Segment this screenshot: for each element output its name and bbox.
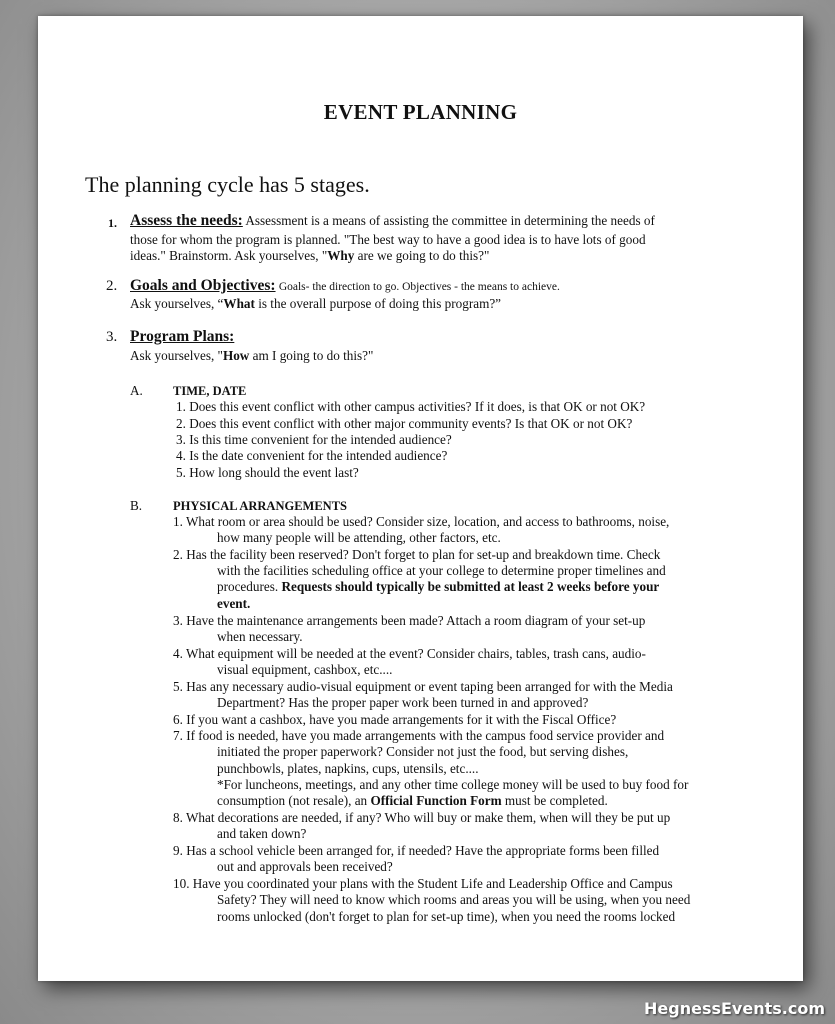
- section-2-line-1: [130, 278, 560, 295]
- document-title: EVENT PLANNING: [323, 100, 518, 124]
- section-1-text-1: Assessment is a means of assisting the committee in determining the needs of: [245, 213, 655, 228]
- list-item: 2. Does this event conflict with other major community events? Is that OK or not OK?: [176, 416, 633, 431]
- list-item: 6. If you want a cashbox, have you made arrangements for it with the Fiscal Office?: [173, 712, 617, 727]
- intro-heading: The planning cycle has 5 stages.: [85, 172, 370, 197]
- section-3-heading: Program Plans:: [130, 328, 235, 345]
- section-1-number: 1.: [108, 216, 117, 230]
- item-2-bold-note-end: event.: [217, 596, 251, 611]
- list-item-continued: Safety? They will need to know which rooms and areas you will be using, when you need: [217, 892, 691, 907]
- list-item: 9. Has a school vehicle been arranged for, if needed? Have the appropriate forms been filled: [173, 843, 660, 858]
- section-2-text-2a: Ask yourselves, “: [130, 296, 224, 311]
- list-item: 1. Does this event conflict with other campus activities? If it does, is that OK or not OK?: [176, 399, 646, 414]
- subsection-a-label: A.: [130, 383, 143, 398]
- list-item: 8. What decorations are needed, if any? Who will buy or make them, when will they be put up: [173, 810, 671, 825]
- list-item-continued: [217, 579, 659, 595]
- list-item: 10. Have you coordinated your plans with the Student Life and Leadership Office and Campus: [173, 876, 673, 891]
- list-item-continued: how many people will be attending, other factors, etc.: [217, 530, 501, 545]
- list-item-continued: when necessary.: [217, 629, 303, 644]
- section-3-how: How: [222, 348, 250, 363]
- section-2-text-2c: is the overall purpose of doing this program?”: [254, 296, 502, 311]
- section-1-text-3c: are we going to do this?": [354, 248, 490, 263]
- section-2-text-1: Goals- the direction to go. Objectives - the means to achieve.: [278, 281, 560, 293]
- list-item: 4. Is the date convenient for the intended audience?: [176, 448, 448, 463]
- list-item-continued: and taken down?: [217, 826, 307, 841]
- list-item: 4. What equipment will be needed at the event? Consider chairs, tables, trash cans, audio-: [173, 646, 646, 661]
- section-1-line-1: [130, 213, 655, 229]
- list-item-continued: *For luncheons, meetings, and any other time college money will be used to buy food for: [217, 777, 689, 792]
- section-1-why: Why: [327, 248, 355, 263]
- section-1-line-3: [130, 248, 489, 264]
- list-item-continued: initiated the proper paperwork? Consider not just the food, but serving dishes,: [217, 744, 629, 759]
- document-page: [38, 16, 803, 981]
- section-1-text-3a: ideas." Brainstorm. Ask yourselves, ": [130, 248, 328, 263]
- item-7-text-end: must be completed.: [501, 793, 608, 808]
- section-3-text-1c: am I going to do this?": [249, 348, 374, 363]
- official-function-form: Official Function Form: [370, 793, 502, 808]
- subsection-a-heading: TIME, DATE: [173, 384, 247, 398]
- list-item-continued: Department? Has the proper paper work been turned in and approved?: [217, 695, 589, 710]
- section-1-heading: Assess the needs:: [130, 212, 243, 229]
- list-item-continued: [217, 793, 608, 809]
- section-2-line-2: [130, 296, 501, 312]
- subsection-b-label: B.: [130, 498, 143, 513]
- list-item: 1. What room or area should be used? Consider size, location, and access to bathrooms, noise,: [173, 514, 670, 529]
- list-item: 2. Has the facility been reserved? Don't forget to plan for set-up and breakdown time. Check: [173, 547, 661, 562]
- section-2-heading: Goals and Objectives:: [130, 277, 276, 294]
- watermark: HegnessEvents.com: [644, 999, 825, 1018]
- list-item: 3. Is this time convenient for the intended audience?: [176, 432, 452, 447]
- section-1-line-2: those for whom the program is planned. "The best way to have a good idea is to have lots of good: [130, 232, 646, 247]
- item-2-bold-note: Requests should typically be submitted at least 2 weeks before your: [281, 579, 660, 594]
- list-item: 3. Have the maintenance arrangements been made? Attach a room diagram of your set-up: [173, 613, 646, 628]
- list-item-continued: visual equipment, cashbox, etc....: [217, 662, 393, 677]
- list-item: 5. How long should the event last?: [176, 465, 359, 480]
- section-3-line-2: [130, 348, 373, 364]
- item-7-text: consumption (not resale), an: [217, 793, 371, 808]
- section-3-text-1a: Ask yourselves, ": [130, 348, 223, 363]
- list-item-continued: punchbowls, plates, napkins, cups, utensils, etc....: [217, 761, 479, 776]
- list-item-continued: with the facilities scheduling office at your college to determine proper timelines and: [217, 563, 666, 578]
- list-item: 5. Has any necessary audio-visual equipment or event taping been arranged for with the Media: [173, 679, 673, 694]
- section-2-number: 2.: [106, 278, 118, 294]
- list-item: 7. If food is needed, have you made arrangements with the campus food service provider and: [173, 728, 665, 743]
- list-item-continued: rooms unlocked (don't forget to plan for set-up time), when you need the rooms locked: [217, 909, 676, 924]
- subsection-b-heading: PHYSICAL ARRANGEMENTS: [173, 499, 347, 513]
- section-3-line-1: [130, 329, 234, 345]
- list-item-continued: [217, 596, 250, 612]
- section-3-number: 3.: [106, 329, 118, 345]
- section-2-what: What: [223, 296, 255, 311]
- list-item-continued: out and approvals been received?: [217, 859, 393, 874]
- item-2-text: procedures.: [217, 579, 282, 594]
